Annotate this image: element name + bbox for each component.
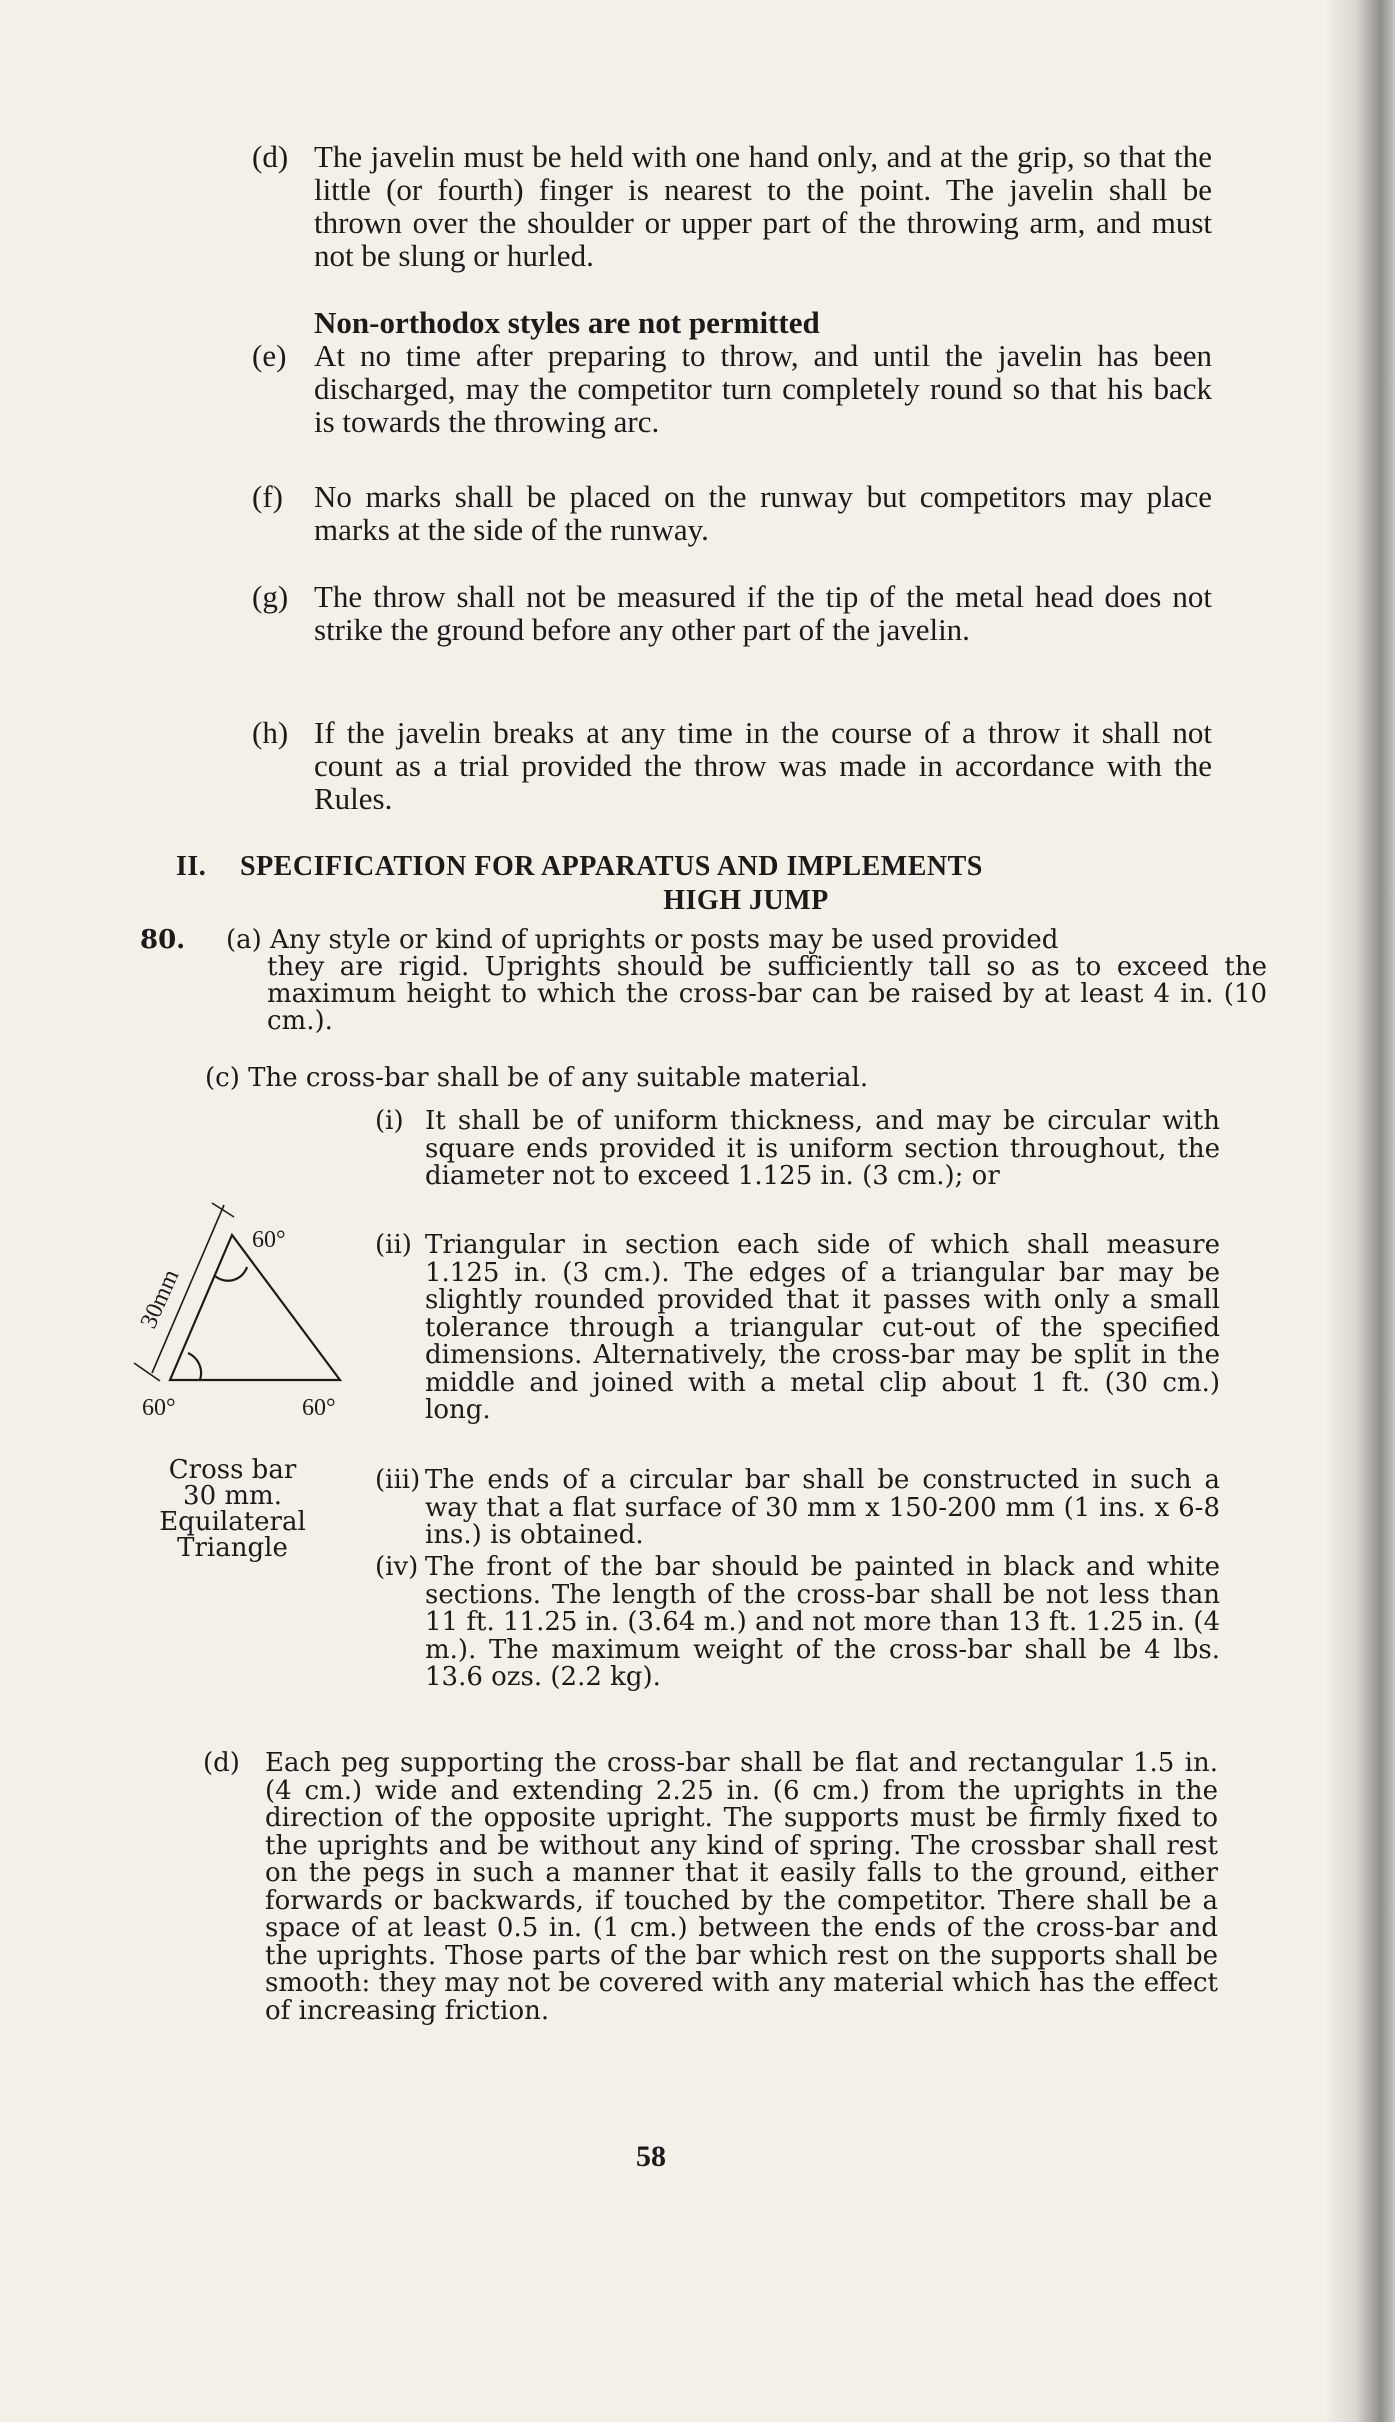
paragraph-label: (d) (203, 1748, 240, 1778)
page-number: 58 (636, 2140, 666, 2173)
caption-line: 30 mm. (183, 1481, 282, 1511)
subitem-text: Triangular in section each side of which shall measure 1.125 in. (3 cm.). The edges of a triangular bar may be slightly rounded provided that it passes with only a small tolerance through a triangular cut-out of the specified dimensions. Alternatively, the cross-bar may be split in the middle and joined with a metal clip about 1 ft. (30 cm.) long. (425, 1230, 1220, 1425)
caption-line: Cross bar (168, 1455, 297, 1485)
subitem-label: (iv) (375, 1552, 419, 1582)
subitem-text: The front of the bar should be painted in black and white sections. The length of the cross-bar shall be not less than 11 ft. 11.25 in. (3.64 m.) and not more than 13 ft. 1.25 in. (4 m.). The maximum weight of the cross-bar shall be 4 lbs. 13.6 ozs. (2.2 kg). (425, 1552, 1220, 1692)
rule-label: (e) (252, 338, 287, 373)
angle-label-right: 60° (302, 1395, 336, 1421)
rule-label: (f) (252, 479, 283, 514)
angle-label-left: 60° (142, 1395, 176, 1421)
top-angle-arc (214, 1267, 247, 1281)
paragraph-c: (c) The cross-bar shall be of any suitable material. (205, 1063, 869, 1093)
rule-text: The throw shall not be measured if the tip of the metal head does not strike the ground before any other part of the javelin. (314, 579, 1212, 647)
subitem-text: It shall be of uniform thickness, and may be circular with square ends provided it is uniform section throughout, the diameter not to exceed 1.125 in. (3 cm.); or (425, 1106, 1220, 1191)
paragraph-d (203, 1750, 1218, 2025)
angle-label-top: 60° (252, 1227, 286, 1253)
rule-label: (g) (252, 579, 289, 614)
caption-line: Triangle (177, 1533, 288, 1563)
rule-text: At no time after preparing to throw, and until the javelin has been discharged, may the competitor turn completely round so that his back is towards the throwing arc. (314, 338, 1212, 439)
paragraph-number: 80. (140, 925, 186, 955)
paragraph-body: they are rigid. Uprights should be sufficiently tall so as to exceed the maximum height to which the cross-bar can be raised by at least 4 in. (10 cm.). (267, 952, 1267, 1036)
subitem-iv (375, 1554, 1220, 1692)
rule-g (252, 580, 1212, 646)
rule-label: (h) (252, 715, 289, 750)
rule-label: (d) (252, 139, 289, 174)
rule-d (252, 140, 1212, 272)
rule-h (252, 716, 1212, 815)
subitem-i (375, 1108, 1220, 1191)
section-subtitle: HIGH JUMP (663, 885, 829, 916)
side-length-label: 30mm (135, 1265, 185, 1333)
figure-caption (140, 1457, 325, 1561)
page-edge-shadow (1325, 0, 1395, 2422)
section-heading (176, 850, 1236, 918)
section-title: SPECIFICATION FOR APPARATUS AND IMPLEMENTS (240, 851, 983, 882)
subitem-label: (iii) (375, 1465, 421, 1495)
crossbar-triangle-diagram (112, 1195, 362, 1430)
subitem-ii (375, 1232, 1220, 1425)
rule-f (252, 480, 1212, 546)
dimension-tick-top (212, 1203, 234, 1217)
left-angle-arc (188, 1353, 201, 1380)
rule-e (252, 306, 1212, 438)
subitem-iii (375, 1467, 1220, 1550)
rule-text: No marks shall be placed on the runway but competitors may place marks at the side of the runway. (314, 479, 1212, 547)
dimension-tick-bottom (134, 1363, 160, 1381)
subitem-label: (i) (375, 1106, 404, 1136)
subitem-text: The ends of a circular bar shall be constructed in such a way that a flat surface of 30 mm x 150-200 mm (1 ins. x 6-8 ins.) is obtained. (425, 1465, 1220, 1550)
subitem-label: (ii) (375, 1230, 412, 1260)
paragraph-text: Each peg supporting the cross-bar shall be flat and rectangular 1.5 in. (4 cm.) wide and extending 2.25 in. (6 cm.) from the uprights in the direction of the opposite upright. The supports must be firmly fixed to the uprights and be without any kind of spring. The crossbar shall rest on the pegs in such a manner that it easily falls to the ground, either forwards or backwards, if touched by the competitor. There shall be a space of at least 0.5 in. (1 cm.) between the ends of the cross-bar and the uprights. Those parts of the bar which rest on the supports shall be smooth: they may not be covered with any material which has the effect of increasing friction. (265, 1748, 1218, 2026)
caption-line: Equilateral (159, 1507, 306, 1537)
paragraph-80 (140, 925, 1267, 1036)
paragraph-lead: (a) Any style or kind of uprights or posts may be used provided (226, 925, 1059, 955)
rule-heading: Non-orthodox styles are not permitted (314, 305, 820, 340)
rule-text: The javelin must be held with one hand only, and at the grip, so that the little (or fourth) finger is nearest to the point. The javelin shall be thrown over the shoulder or upper part of the throwing arm, and must not be slung or hurled. (314, 139, 1212, 273)
section-number: II. (176, 851, 207, 882)
rule-text: If the javelin breaks at any time in the course of a throw it shall not count as a trial provided the throw was made in accordance with the Rules. (314, 715, 1212, 816)
